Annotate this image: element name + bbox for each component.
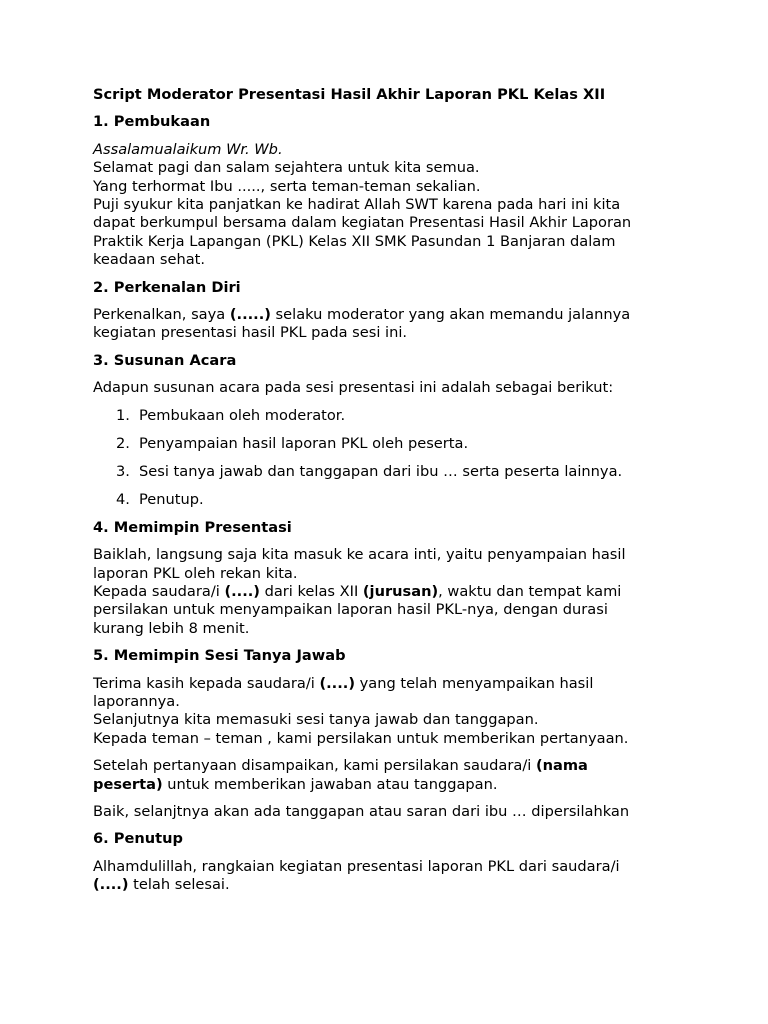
list-item xyxy=(93,435,693,453)
list-item-text: Pembukaan oleh moderator. xyxy=(139,406,346,424)
text-line xyxy=(93,583,693,601)
document-page xyxy=(93,86,693,904)
list-number: 4. xyxy=(116,490,130,508)
text-line: Alhamdulillah, rangkaian kegiatan presentasi laporan PKL dari saudara/i xyxy=(93,857,620,875)
text-fragment: , waktu dan tempat kami xyxy=(438,582,622,600)
section-heading-tanya-jawab: 5. Memimpin Sesi Tanya Jawab xyxy=(93,647,346,665)
paragraph-perkenalan xyxy=(93,306,693,343)
paragraph-tanggapan: Baik, selanjtnya akan ada tanggapan atau saran dari ibu … dipersilahkan xyxy=(93,802,630,820)
list-item xyxy=(93,407,693,425)
document-title: Script Moderator Presentasi Hasil Akhir Laporan PKL Kelas XII xyxy=(93,86,606,103)
text-fragment: Perkenalkan, saya xyxy=(93,306,230,324)
placeholder-text: peserta) xyxy=(93,775,163,793)
text-fragment: untuk memberikan jawaban atau tanggapan. xyxy=(162,775,498,793)
text-line: Praktik Kerja Lapangan (PKL) Kelas XII SMK Pasundan 1 Banjaran dalam xyxy=(93,232,616,250)
text-line: Selamat pagi dan salam sejahtera untuk kita semua. xyxy=(93,159,480,177)
text-line: keadaan sehat. xyxy=(93,251,206,269)
greeting-text: Assalamualaikum Wr. Wb. xyxy=(93,140,283,158)
text-line xyxy=(93,675,693,693)
text-line xyxy=(93,306,693,324)
text-line: kurang lebih 8 menit. xyxy=(93,619,250,637)
text-line xyxy=(93,876,693,894)
paragraph-pembukaan xyxy=(93,141,693,270)
section-heading-penutup: 6. Penutup xyxy=(93,830,183,848)
text-fragment: dari kelas XII xyxy=(259,582,363,600)
text-fragment: Terima kasih kepada saudara/i xyxy=(93,674,320,692)
placeholder-text: (....) xyxy=(93,876,129,894)
text-line: laporannya. xyxy=(93,692,180,710)
text-line xyxy=(93,757,693,775)
paragraph-penutup xyxy=(93,858,693,895)
text-line: persilakan untuk menyampaikan laporan hasil PKL-nya, dengan durasi xyxy=(93,601,608,619)
section-heading-memimpin-presentasi: 4. Memimpin Presentasi xyxy=(93,518,292,536)
text-line: Selanjutnya kita memasuki sesi tanya jawab dan tanggapan. xyxy=(93,711,539,729)
paragraph-susunan-intro: Adapun susunan acara pada sesi presentasi ini adalah sebagai berikut: xyxy=(93,379,614,397)
placeholder-text: (....) xyxy=(224,582,260,600)
section-heading-susunan-acara: 3. Susunan Acara xyxy=(93,351,237,369)
placeholder-text: (jurusan) xyxy=(362,582,439,600)
placeholder-text: (nama xyxy=(535,757,588,775)
text-fragment: telah selesai. xyxy=(128,876,230,894)
text-line: Baiklah, langsung saja kita masuk ke acara inti, yaitu penyampaian hasil xyxy=(93,546,626,564)
placeholder-text: (....) xyxy=(319,674,355,692)
paragraph-tanya-jawab xyxy=(93,675,693,749)
paragraph-memimpin-presentasi xyxy=(93,546,693,638)
list-item xyxy=(93,491,693,509)
paragraph-jawaban xyxy=(93,757,693,794)
text-line: dapat berkumpul bersama dalam kegiatan Presentasi Hasil Akhir Laporan xyxy=(93,214,632,232)
text-line: laporan PKL oleh rekan kita. xyxy=(93,564,298,582)
list-item xyxy=(93,463,693,481)
list-number: 3. xyxy=(116,462,130,480)
text-fragment: Setelah pertanyaan disampaikan, kami persilakan saudara/i xyxy=(93,757,536,775)
text-fragment: yang telah menyampaikan hasil xyxy=(354,674,594,692)
text-fragment: selaku moderator yang akan memandu jalannya xyxy=(270,306,631,324)
section-heading-perkenalan: 2. Perkenalan Diri xyxy=(93,278,241,296)
text-line: Kepada teman – teman , kami persilakan untuk memberikan pertanyaan. xyxy=(93,729,629,747)
text-line: Puji syukur kita panjatkan ke hadirat Allah SWT karena pada hari ini kita xyxy=(93,196,621,214)
agenda-list xyxy=(93,407,693,509)
list-item-text: Penyampaian hasil laporan PKL oleh peserta. xyxy=(139,434,469,452)
text-line xyxy=(93,776,693,794)
list-item-text: Sesi tanya jawab dan tanggapan dari ibu … serta peserta lainnya. xyxy=(139,462,623,480)
list-number: 1. xyxy=(116,406,130,424)
section-heading-pembukaan: 1. Pembukaan xyxy=(93,113,211,131)
text-fragment: Kepada saudara/i xyxy=(93,582,225,600)
text-line: Yang terhormat Ibu ....., serta teman-teman sekalian. xyxy=(93,177,481,195)
text-line: kegiatan presentasi hasil PKL pada sesi ini. xyxy=(93,324,408,342)
placeholder-text: (.....) xyxy=(229,306,271,324)
list-number: 2. xyxy=(116,434,130,452)
list-item-text: Penutup. xyxy=(139,490,204,508)
